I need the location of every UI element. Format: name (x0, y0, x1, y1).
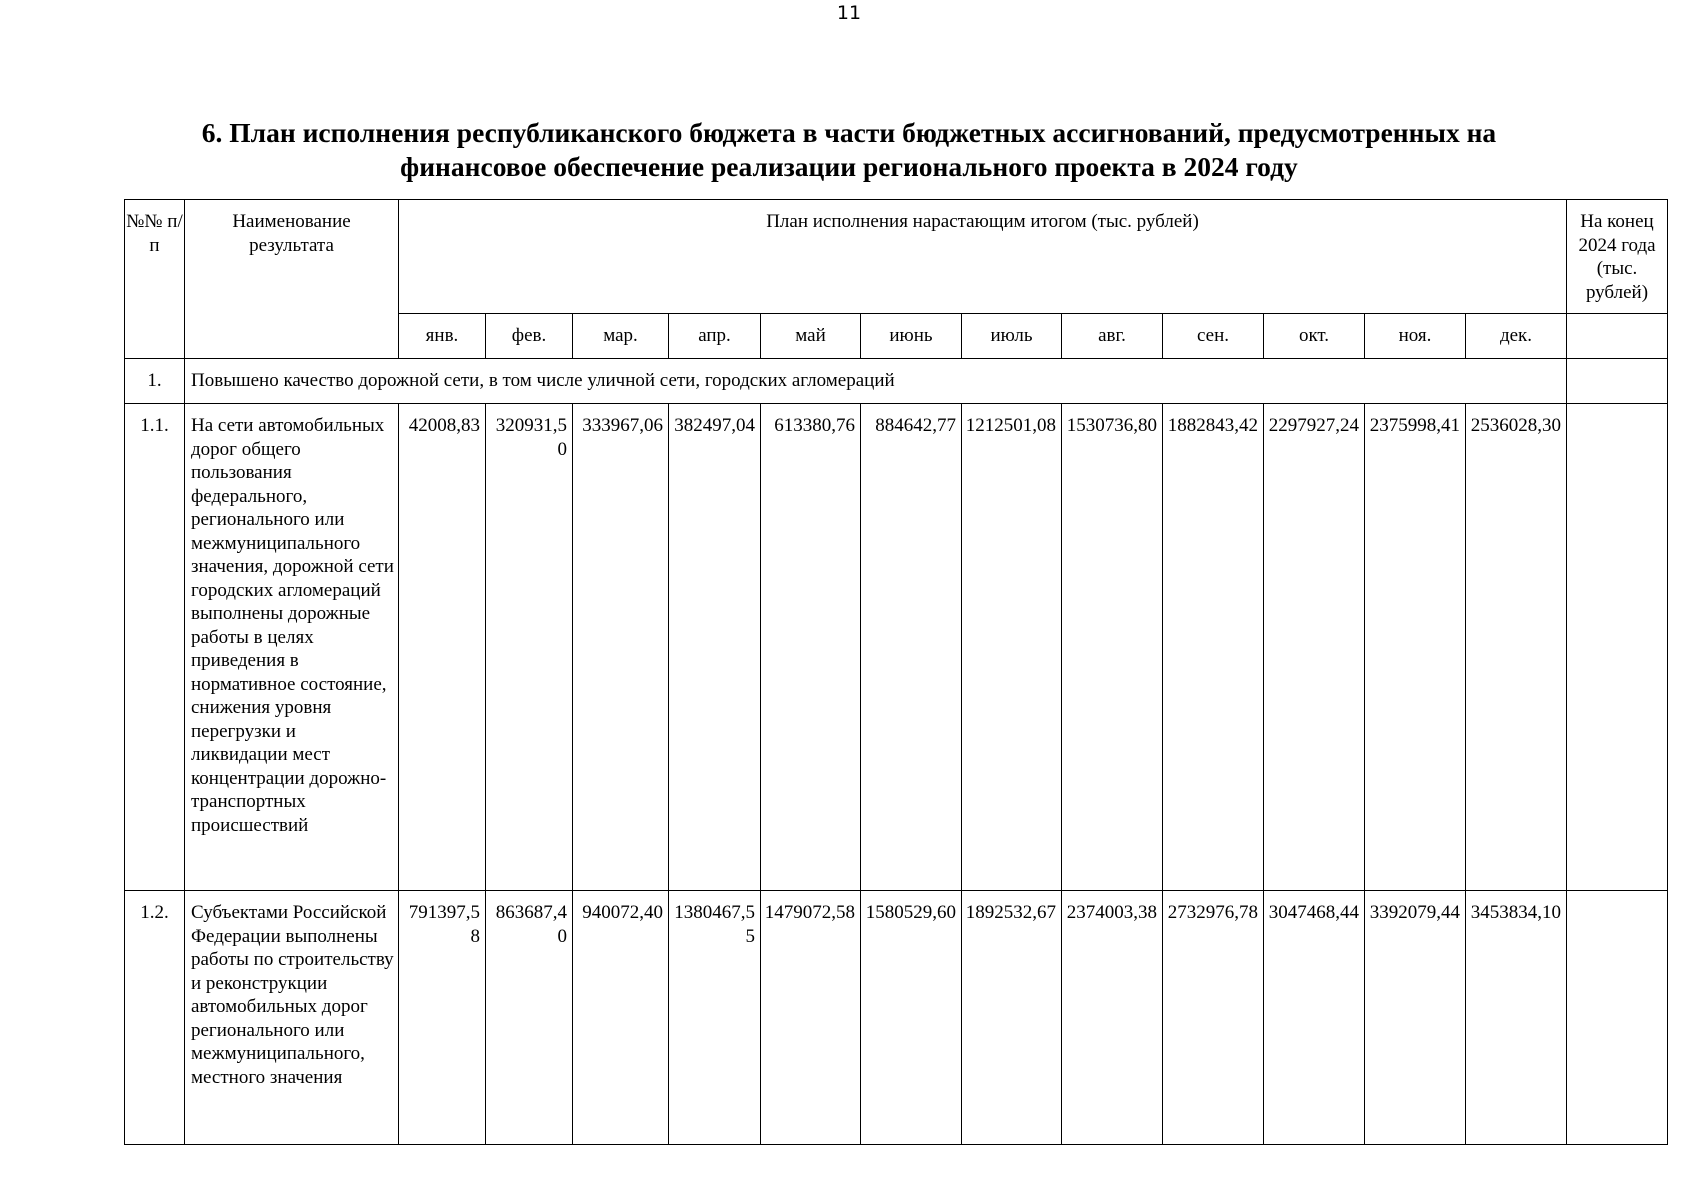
month-header: дек. (1466, 314, 1567, 359)
section-row (125, 359, 1668, 404)
row-value: 863687,40 (486, 891, 573, 1145)
month-header: май (761, 314, 861, 359)
month-header: июнь (861, 314, 962, 359)
month-header: мар. (573, 314, 669, 359)
row-value: 382497,04 (669, 404, 761, 891)
title-line-2: финансовое обеспечение реализации регионального проекта в 2024 году (400, 151, 1298, 182)
header-plan: План исполнения нарастающим итогом (тыс. рублей) (399, 200, 1567, 314)
row-value: 2297927,24 (1264, 404, 1365, 891)
page-number: 11 (836, 2, 862, 24)
row-total (1567, 891, 1668, 1145)
row-value: 1530736,80 (1062, 404, 1163, 891)
row-value: 320931,50 (486, 404, 573, 891)
row-value: 940072,40 (573, 891, 669, 1145)
header-number: №№ п/п (125, 200, 185, 359)
month-header: сен. (1163, 314, 1264, 359)
row-number: 1.2. (125, 891, 185, 1145)
row-value: 1212501,08 (962, 404, 1062, 891)
month-header: окт. (1264, 314, 1365, 359)
row-value: 1892532,67 (962, 891, 1062, 1145)
row-value: 1580529,60 (861, 891, 962, 1145)
table-row (125, 891, 1668, 1145)
row-value: 2536028,30 (1466, 404, 1567, 891)
row-value: 333967,06 (573, 404, 669, 891)
row-value: 884642,77 (861, 404, 962, 891)
row-value: 3453834,10 (1466, 891, 1567, 1145)
row-value: 613380,76 (761, 404, 861, 891)
row-result-name: Субъектами Российской Федерации выполнены работы по строительству и реконструкции автомобильных дорог регионального или межмуниципального, местного значения (185, 891, 399, 1145)
month-header: июль (962, 314, 1062, 359)
section-name: Повышено качество дорожной сети, в том числе уличной сети, городских агломераций (185, 359, 1567, 404)
header-result-name: Наименование результата (185, 200, 399, 359)
month-header: апр. (669, 314, 761, 359)
row-value: 2732976,78 (1163, 891, 1264, 1145)
row-value: 2375998,41 (1365, 404, 1466, 891)
section-total (1567, 359, 1668, 404)
month-header: фев. (486, 314, 573, 359)
row-number: 1.1. (125, 404, 185, 891)
row-value: 1882843,42 (1163, 404, 1264, 891)
month-header: авг. (1062, 314, 1163, 359)
row-value: 1479072,58 (761, 891, 861, 1145)
month-header: янв. (399, 314, 486, 359)
row-value: 791397,58 (399, 891, 486, 1145)
title-line-1: 6. План исполнения республиканского бюджета в части бюджетных ассигнований, предусмотренных на (201, 117, 1497, 148)
page-title (0, 116, 1698, 184)
row-value: 1380467,55 (669, 891, 761, 1145)
header-year-end: На конец 2024 года (тыс. рублей) (1567, 200, 1668, 314)
section-number: 1. (125, 359, 185, 404)
row-value: 3047468,44 (1264, 891, 1365, 1145)
row-value: 3392079,44 (1365, 891, 1466, 1145)
month-header: ноя. (1365, 314, 1466, 359)
row-value: 42008,83 (399, 404, 486, 891)
month-header-empty (1567, 314, 1668, 359)
budget-plan-table (124, 199, 1668, 1145)
row-value: 2374003,38 (1062, 891, 1163, 1145)
row-total (1567, 404, 1668, 891)
table-row (125, 404, 1668, 891)
row-result-name: На сети автомобильных дорог общего пользования федерального, регионального или межмуниципального значения, дорожной сети городских агломераций выполнены дорожные работы в целях приведения в нормативное состояние, снижения уровня перегрузки и ликвидации мест концентрации дорожно-транспортных происшествий (185, 404, 399, 891)
